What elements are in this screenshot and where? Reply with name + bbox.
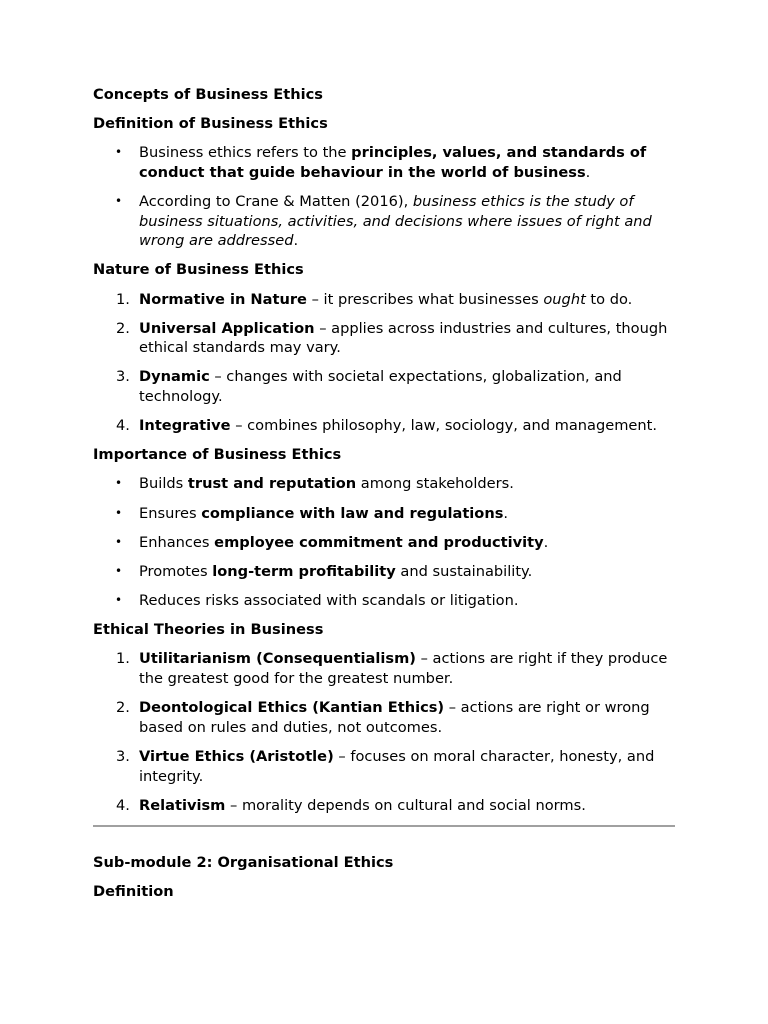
list-item: 1. Utilitarianism (Consequentialism) – actions are right if they produce the greatest good for the greatest number.: [116, 650, 668, 687]
theories-heading: Ethical Theories in Business: [93, 621, 324, 639]
list-item: 2. Universal Application – applies across industries and cultures, though ethical standards may vary.: [116, 319, 668, 357]
section-divider: [93, 825, 675, 827]
list-item: • According to Crane & Matten (2016), business ethics is the study of business situations, activities, and decisions where issues of right and wrong are addressed.: [139, 192, 678, 251]
list-item: 3. Dynamic – changes with societal expectations, globalization, and technology.: [116, 368, 622, 406]
theories-list: [93, 649, 678, 815]
list-item: 3. Virtue Ethics (Aristotle) – focuses on moral character, honesty, and integrity.: [116, 747, 655, 785]
list-item: 4. Integrative – combines philosophy, law, sociology, and management.: [116, 417, 658, 435]
list-item: • Builds trust and reputation among stakeholders.: [139, 474, 678, 494]
list-item: • Enhances employee commitment and productivity.: [139, 533, 678, 553]
list-item: • Promotes long-term profitability and sustainability.: [139, 562, 678, 582]
list-item: 2. Deontological Ethics (Kantian Ethics) – actions are right or wrong based on rules and duties, not outcomes.: [116, 699, 650, 736]
list-item: • Business ethics refers to the principles, values, and standards of conduct that guide behaviour in the world of business.: [139, 143, 678, 182]
importance-list: [93, 474, 678, 610]
submodule-subheading: Definition: [93, 883, 174, 901]
nature-list: [93, 290, 678, 436]
document-title: Concepts of Business Ethics: [93, 86, 323, 103]
list-item: 4. Relativism – morality depends on cultural and social norms.: [116, 796, 586, 814]
list-item: 1. Normative in Nature – it prescribes what businesses ought to do.: [116, 290, 633, 308]
submodule-heading: Sub-module 2: Organisational Ethics: [93, 854, 394, 872]
list-item: • Reduces risks associated with scandals or litigation.: [139, 591, 678, 611]
document-page: [93, 85, 678, 912]
importance-heading: Importance of Business Ethics: [93, 446, 342, 464]
nature-heading: Nature of Business Ethics: [93, 261, 304, 279]
list-item: • Ensures compliance with law and regulations.: [139, 504, 678, 524]
definition-heading: Definition of Business Ethics: [93, 115, 328, 133]
definition-list: [93, 143, 678, 251]
